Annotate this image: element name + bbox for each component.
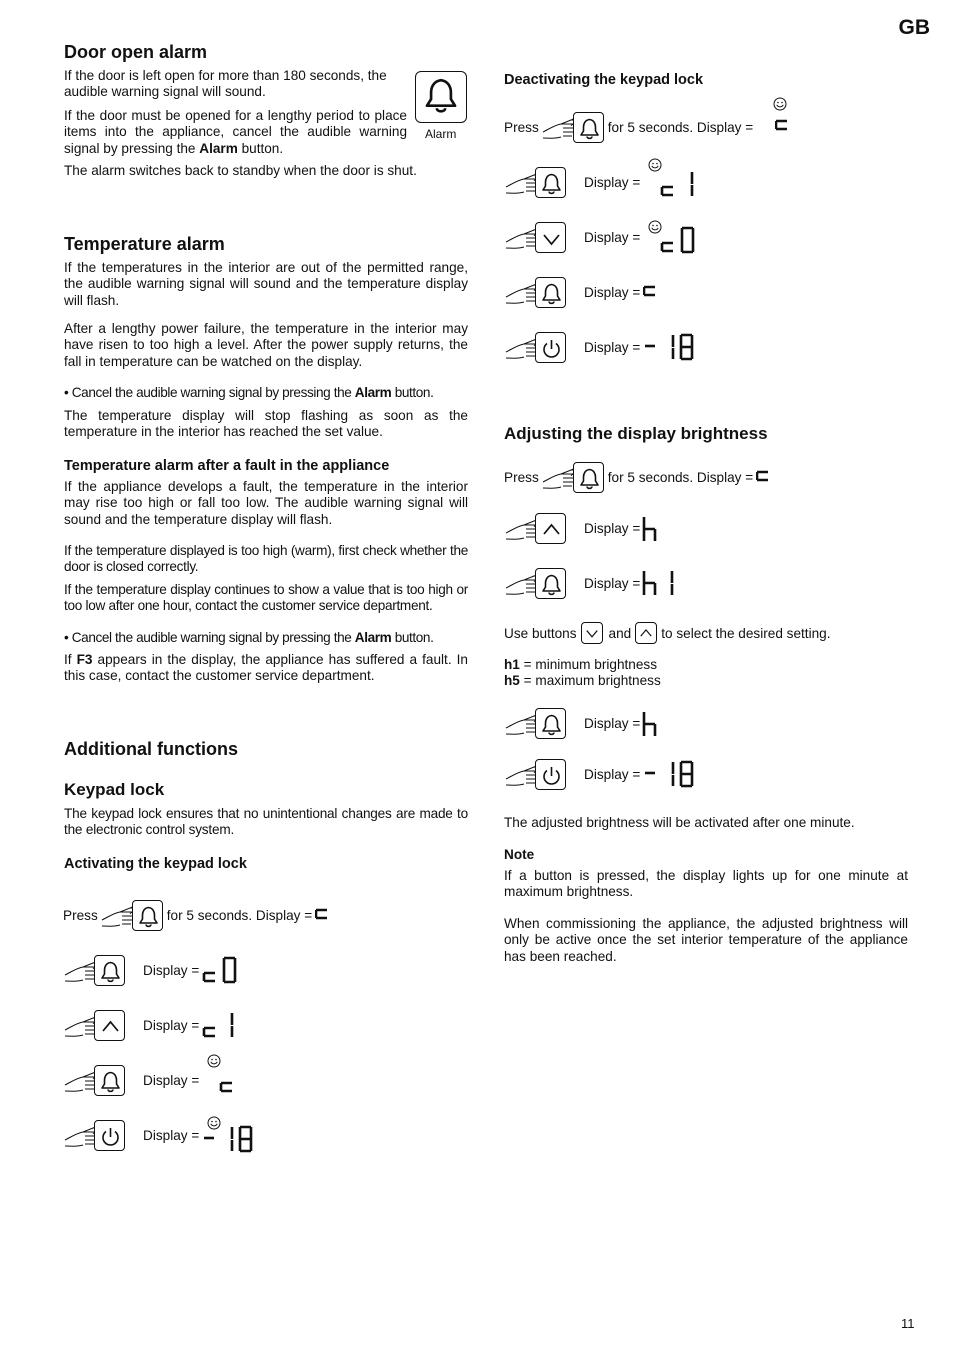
alarm-button[interactable] [573,462,604,493]
note-p2: When commissioning the appliance, the adjusted brightness will only be active once the set interior temperature of the appliance has been reached. [504,916,908,964]
brightness-h1: h1 = minimum brightness [504,657,657,672]
fault-title: Temperature alarm after a fault in the appliance [64,458,390,474]
display-segment [219,1072,239,1100]
down-button[interactable] [581,622,603,644]
brightness-step-alarm: Display = [504,566,682,600]
activate-step-up: Display = [63,1008,240,1042]
temp-alarm-title: Temperature alarm [64,234,225,254]
note-title: Note [504,847,535,862]
down-button[interactable] [535,222,566,253]
bell-icon [137,905,160,928]
deactivate-title: Deactivating the keypad lock [504,72,704,88]
fault-p1: If the appliance develops a fault, the temperature in the interior may rise too high or fall too low. The audible warning signal will sound and the temperature display will flash. [64,479,468,527]
page-number: 11 [901,1316,915,1331]
door-open-title: Door open alarm [64,42,208,62]
fault-bullet: • Cancel the audible warning signal by pressing the Alarm button. [64,630,434,645]
display-segment [643,758,703,790]
alarm-button[interactable] [535,568,566,599]
display-segment [643,331,703,363]
power-button[interactable] [94,1120,125,1151]
alarm-button[interactable] [535,708,566,739]
language-code: GB [898,16,930,39]
door-open-p2: If the door must be opened for a lengthy period to place items into the appliance, cancel the audible warning signal by pressing the Alarm button. [64,108,407,156]
temp-alarm-p2: After a lengthy power failure, the temperature in the interior may have risen to too high a level. After the power supply returns, the fall in temperature can be watched on the display. [64,321,468,369]
activate-title: Activating the keypad lock [64,856,247,872]
display-segment [315,905,331,931]
brightness-title: Adjusting the display brightness [504,424,768,443]
chevron-up-icon [638,625,654,641]
alarm-button[interactable] [94,1065,125,1096]
chevron-up-icon [99,1015,122,1038]
additional-title: Additional functions [64,739,238,759]
fault-p4: If F3 appears in the display, the appliance has suffered a fault. In this case, contact the customer service department. [64,652,468,684]
alarm-button[interactable] [535,277,566,308]
display-segment [643,282,661,308]
alarm-button[interactable] [132,900,163,931]
temp-alarm-p1: If the temperatures in the interior are out of the permitted range, the audible warning signal will sound and the temperature display will flash. [64,260,468,308]
alarm-caption: Alarm [425,127,457,141]
brightness-step-up: Display = [504,511,660,545]
door-open-p3: The alarm switches back to standby when the door is shut. [64,163,417,178]
power-icon [540,337,563,360]
bell-icon [578,117,601,140]
temp-alarm-p3: The temperature display will stop flashing as soon as the temperature in the interior has reached the set value. [64,408,468,440]
bell-icon [99,1070,122,1093]
brightness-step-alarm-2: Display = [504,706,660,740]
display-segment [642,711,660,739]
alarm-button[interactable] [415,71,467,123]
power-icon [540,764,563,787]
bell-icon [540,282,563,305]
bell-icon [578,467,601,490]
smiley-icon [207,1054,221,1068]
bell-icon [540,573,563,596]
bell-icon [422,76,460,114]
smiley-icon [648,158,662,172]
deactivate-step-power: Display = [504,330,703,364]
brightness-press-step: Press for 5 seconds. Display = [504,460,772,494]
display-segment [756,467,772,493]
smiley-icon [648,220,662,234]
alarm-button[interactable] [535,167,566,198]
display-segment [660,226,700,254]
display-segment [642,570,682,598]
smiley-icon [207,1116,221,1130]
up-button[interactable] [94,1010,125,1041]
brightness-step-power: Display = [504,757,703,791]
fault-p2: If the temperature displayed is too high (warm), first check whether the door is closed correctly. [64,543,468,575]
keypad-title: Keypad lock [64,780,165,799]
use-buttons-line: Use buttons and to select the desired setting. [504,622,831,644]
deactivate-step-down: Display = [504,220,700,254]
door-open-p1: If the door is left open for more than 180 seconds, the audible warning signal will sound. [64,68,387,100]
chevron-up-icon [540,518,563,541]
activate-press-step: Press for 5 seconds. Display = [63,898,331,932]
up-button[interactable] [535,513,566,544]
fault-p3: If the temperature display continues to show a value that is too high or too low after one hour, contact the customer service department. [64,582,468,614]
alarm-button[interactable] [94,955,125,986]
display-segment [775,116,795,142]
display-segment [202,1011,240,1039]
note-p1: If a button is pressed, the display lights up for one minute at maximum brightness. [504,868,908,900]
display-segment [202,956,240,984]
chevron-down-icon [584,625,600,641]
power-button[interactable] [535,759,566,790]
display-segment [642,516,660,544]
deactivate-step-alarm: Display = [504,165,700,199]
bell-icon [99,960,122,983]
alarm-button[interactable] [573,112,604,143]
activate-step-power: Display = [63,1118,262,1152]
deactivate-step-alarm-2: Display = [504,275,661,309]
temp-alarm-bullet: • Cancel the audible warning signal by pressing the Alarm button. [64,385,434,400]
display-segment [660,170,700,198]
activate-step-alarm-2: Display = [63,1063,239,1097]
up-button[interactable] [635,622,657,644]
keypad-p1: The keypad lock ensures that no unintentional changes are made to the electronic control system. [64,806,468,838]
smiley-icon [773,97,787,111]
bell-icon [540,172,563,195]
power-icon [99,1125,122,1148]
power-button[interactable] [535,332,566,363]
brightness-after: The adjusted brightness will be activated after one minute. [504,815,855,830]
activate-step-alarm: Display = [63,953,240,987]
brightness-h5: h5 = maximum brightness [504,673,661,688]
bell-icon [540,713,563,736]
deactivate-press-step: Press for 5 seconds. Display = [504,110,795,144]
chevron-down-icon [540,227,563,250]
